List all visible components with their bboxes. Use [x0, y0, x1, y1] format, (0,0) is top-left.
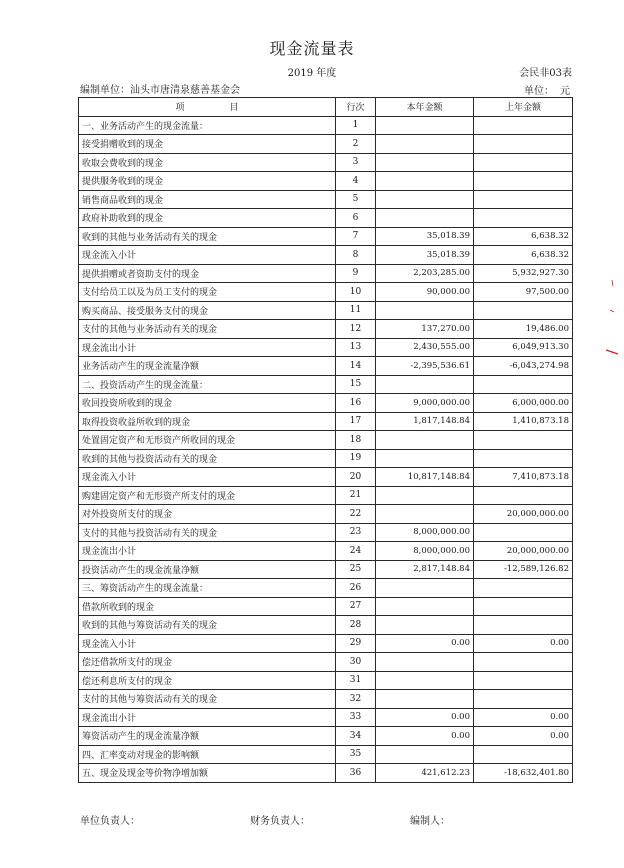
- row-line-number: 4: [336, 172, 376, 191]
- row-item-label: 投资活动产生的现金流量净额: [79, 560, 336, 579]
- row-prior-amount: [474, 653, 573, 672]
- row-line-number: 28: [336, 616, 376, 635]
- row-item-label: 现金流出小计: [79, 542, 336, 561]
- row-prior-amount: [474, 116, 573, 135]
- row-line-number: 8: [336, 246, 376, 265]
- row-prior-amount: [474, 671, 573, 690]
- row-item-label: 政府补助收到的现金: [79, 209, 336, 228]
- row-line-number: 34: [336, 727, 376, 746]
- table-row: [79, 246, 573, 265]
- table-row: [79, 708, 573, 727]
- table-row: [79, 301, 573, 320]
- row-line-number: 24: [336, 542, 376, 561]
- row-item-label: 收到的其他与业务活动有关的现金: [79, 227, 336, 246]
- margin-stamp-marks: [600, 270, 620, 370]
- row-current-amount: [376, 116, 474, 135]
- row-item-label: 购买商品、接受服务支付的现金: [79, 301, 336, 320]
- row-item-label: 现金流出小计: [79, 708, 336, 727]
- row-current-amount: 137,270.00: [376, 320, 474, 339]
- row-prior-amount: [474, 375, 573, 394]
- row-item-label: 现金流入小计: [79, 634, 336, 653]
- row-current-amount: 9,000,000.00: [376, 394, 474, 413]
- row-item-label: 支付的其他与筹资活动有关的现金: [79, 690, 336, 709]
- row-current-amount: [376, 671, 474, 690]
- row-item-label: 收到的其他与投资活动有关的现金: [79, 449, 336, 468]
- row-prior-amount: [474, 301, 573, 320]
- page-title: 现金流量表: [269, 39, 355, 58]
- row-current-amount: 2,203,285.00: [376, 264, 474, 283]
- row-prior-amount: [474, 135, 573, 154]
- table-row: [79, 338, 573, 357]
- row-line-number: 11: [336, 301, 376, 320]
- row-item-label: 提供捐赠或者资助支付的现金: [79, 264, 336, 283]
- row-current-amount: [376, 597, 474, 616]
- table-row: [79, 135, 573, 154]
- row-item-label: 三、筹资活动产生的现金流量：: [79, 579, 336, 598]
- table-row: [79, 283, 573, 302]
- row-line-number: 16: [336, 394, 376, 413]
- form-code: 会民非03表: [519, 68, 572, 79]
- row-prior-amount: 20,000,000.00: [474, 505, 573, 524]
- row-current-amount: 1,817,148.84: [376, 412, 474, 431]
- row-current-amount: 0.00: [376, 708, 474, 727]
- row-line-number: 13: [336, 338, 376, 357]
- row-line-number: 26: [336, 579, 376, 598]
- table-header-row: [79, 98, 573, 117]
- row-prior-amount: -12,589,126.82: [474, 560, 573, 579]
- row-line-number: 36: [336, 764, 376, 783]
- row-current-amount: [376, 486, 474, 505]
- row-current-amount: 35,018.39: [376, 246, 474, 265]
- table-row: [79, 172, 573, 191]
- row-line-number: 35: [336, 745, 376, 764]
- row-current-amount: 35,018.39: [376, 227, 474, 246]
- table-row: [79, 542, 573, 561]
- table-row: [79, 745, 573, 764]
- row-prior-amount: [474, 190, 573, 209]
- table-row: [79, 597, 573, 616]
- row-item-label: 业务活动产生的现金流量净额: [79, 357, 336, 376]
- row-line-number: 9: [336, 264, 376, 283]
- row-current-amount: [376, 135, 474, 154]
- row-current-amount: -2,395,536.61: [376, 357, 474, 376]
- table-body: [79, 116, 573, 782]
- row-line-number: 15: [336, 375, 376, 394]
- row-item-label: 现金流入小计: [79, 468, 336, 487]
- table-row: [79, 727, 573, 746]
- row-prior-amount: -6,043,274.98: [474, 357, 573, 376]
- row-line-number: 27: [336, 597, 376, 616]
- table-row: [79, 764, 573, 783]
- table-row: [79, 653, 573, 672]
- unit-head-label: 单位负责人：: [80, 816, 140, 827]
- currency-unit: [518, 82, 570, 97]
- row-current-amount: 10,817,148.84: [376, 468, 474, 487]
- row-prior-amount: [474, 172, 573, 191]
- row-prior-amount: [474, 579, 573, 598]
- table-row: [79, 690, 573, 709]
- row-current-amount: [376, 190, 474, 209]
- row-line-number: 23: [336, 523, 376, 542]
- row-item-label: 购建固定资产和无形资产所支付的现金: [79, 486, 336, 505]
- table-row: [79, 227, 573, 246]
- preparer-label: 编制人：: [410, 816, 450, 827]
- table-row: [79, 671, 573, 690]
- row-line-number: 3: [336, 153, 376, 172]
- row-current-amount: 421,612.23: [376, 764, 474, 783]
- row-item-label: 取得投资收益所收到的现金: [79, 412, 336, 431]
- row-line-number: 20: [336, 468, 376, 487]
- row-item-label: 销售商品收到的现金: [79, 190, 336, 209]
- row-item-label: 四、汇率变动对现金的影响额: [79, 745, 336, 764]
- table-row: [79, 431, 573, 450]
- row-item-label: 收取会费收到的现金: [79, 153, 336, 172]
- row-current-amount: [376, 653, 474, 672]
- table-row: [79, 116, 573, 135]
- row-prior-amount: [474, 597, 573, 616]
- row-item-label: 偿还利息所支付的现金: [79, 671, 336, 690]
- row-line-number: 17: [336, 412, 376, 431]
- column-header-prior-year: 上年金额: [474, 98, 573, 117]
- row-item-label: 接受捐赠收到的现金: [79, 135, 336, 154]
- table-row: [79, 505, 573, 524]
- row-prior-amount: 97,500.00: [474, 283, 573, 302]
- column-header-item: 项 目: [79, 98, 336, 117]
- row-current-amount: [376, 690, 474, 709]
- row-item-label: 偿还借款所支付的现金: [79, 653, 336, 672]
- row-item-label: 处置固定资产和无形资产所收回的现金: [79, 431, 336, 450]
- row-prior-amount: 19,486.00: [474, 320, 573, 339]
- row-current-amount: 90,000.00: [376, 283, 474, 302]
- report-year: 2019 年度: [287, 68, 337, 79]
- row-current-amount: [376, 153, 474, 172]
- table-row: [79, 523, 573, 542]
- row-item-label: 支付的其他与投资活动有关的现金: [79, 523, 336, 542]
- row-item-label: 收回投资所收到的现金: [79, 394, 336, 413]
- row-line-number: 21: [336, 486, 376, 505]
- row-item-label: 支付的其他与业务活动有关的现金: [79, 320, 336, 339]
- row-prior-amount: 7,410,873.18: [474, 468, 573, 487]
- row-current-amount: 0.00: [376, 634, 474, 653]
- table-row: [79, 486, 573, 505]
- row-prior-amount: [474, 153, 573, 172]
- row-line-number: 25: [336, 560, 376, 579]
- row-prior-amount: 0.00: [474, 708, 573, 727]
- row-line-number: 31: [336, 671, 376, 690]
- row-current-amount: [376, 375, 474, 394]
- table-row: [79, 412, 573, 431]
- row-item-label: 对外投资所支付的现金: [79, 505, 336, 524]
- table-row: [79, 394, 573, 413]
- row-prior-amount: 0.00: [474, 634, 573, 653]
- row-line-number: 12: [336, 320, 376, 339]
- row-current-amount: [376, 579, 474, 598]
- row-prior-amount: 5,932,927.30: [474, 264, 573, 283]
- row-current-amount: 2,430,555.00: [376, 338, 474, 357]
- unit-value: 元: [560, 86, 570, 97]
- row-line-number: 1: [336, 116, 376, 135]
- row-line-number: 33: [336, 708, 376, 727]
- row-line-number: 18: [336, 431, 376, 450]
- table-row: [79, 468, 573, 487]
- row-current-amount: [376, 172, 474, 191]
- row-prior-amount: [474, 486, 573, 505]
- table-row: [79, 579, 573, 598]
- row-current-amount: [376, 301, 474, 320]
- row-prior-amount: 6,000,000.00: [474, 394, 573, 413]
- table-row: [79, 560, 573, 579]
- row-line-number: 2: [336, 135, 376, 154]
- row-item-label: 收到的其他与筹资活动有关的现金: [79, 616, 336, 635]
- row-current-amount: 8,000,000.00: [376, 542, 474, 561]
- row-prior-amount: 6,638.32: [474, 227, 573, 246]
- row-current-amount: [376, 505, 474, 524]
- row-item-label: 筹资活动产生的现金流量净额: [79, 727, 336, 746]
- row-prior-amount: 1,410,873.18: [474, 412, 573, 431]
- row-item-label: 借款所收到的现金: [79, 597, 336, 616]
- row-line-number: 7: [336, 227, 376, 246]
- row-line-number: 19: [336, 449, 376, 468]
- row-line-number: 5: [336, 190, 376, 209]
- row-prior-amount: [474, 431, 573, 450]
- row-prior-amount: [474, 209, 573, 228]
- row-item-label: 现金流出小计: [79, 338, 336, 357]
- row-current-amount: 2,817,148.84: [376, 560, 474, 579]
- row-prior-amount: -18,632,401.80: [474, 764, 573, 783]
- row-line-number: 30: [336, 653, 376, 672]
- row-current-amount: [376, 745, 474, 764]
- table-row: [79, 320, 573, 339]
- table-row: [79, 634, 573, 653]
- row-current-amount: [376, 616, 474, 635]
- row-prior-amount: 6,638.32: [474, 246, 573, 265]
- cash-flow-table: [78, 97, 573, 783]
- unit-label: 单位：: [524, 86, 554, 97]
- table-row: [79, 357, 573, 376]
- row-prior-amount: [474, 616, 573, 635]
- row-line-number: 32: [336, 690, 376, 709]
- table-row: [79, 190, 573, 209]
- column-header-line-no: 行次: [336, 98, 376, 117]
- row-item-label: 现金流入小计: [79, 246, 336, 265]
- row-current-amount: 8,000,000.00: [376, 523, 474, 542]
- row-prior-amount: [474, 690, 573, 709]
- row-prior-amount: 20,000,000.00: [474, 542, 573, 561]
- row-current-amount: 0.00: [376, 727, 474, 746]
- table-row: [79, 264, 573, 283]
- row-line-number: 14: [336, 357, 376, 376]
- table-row: [79, 375, 573, 394]
- row-item-label: 二、投资活动产生的现金流量：: [79, 375, 336, 394]
- row-current-amount: [376, 431, 474, 450]
- row-prior-amount: 6,049,913.30: [474, 338, 573, 357]
- row-prior-amount: 0.00: [474, 727, 573, 746]
- row-item-label: 支付给员工以及为员工支付的现金: [79, 283, 336, 302]
- table-row: [79, 209, 573, 228]
- row-prior-amount: [474, 449, 573, 468]
- row-line-number: 6: [336, 209, 376, 228]
- row-line-number: 22: [336, 505, 376, 524]
- row-prior-amount: [474, 745, 573, 764]
- row-current-amount: [376, 449, 474, 468]
- row-item-label: 一、业务活动产生的现金流量：: [79, 116, 336, 135]
- table-row: [79, 616, 573, 635]
- row-prior-amount: [474, 523, 573, 542]
- row-line-number: 10: [336, 283, 376, 302]
- row-item-label: 提供服务收到的现金: [79, 172, 336, 191]
- finance-head-label: 财务负责人：: [250, 816, 310, 827]
- table-row: [79, 153, 573, 172]
- table-row: [79, 449, 573, 468]
- row-item-label: 五、现金及现金等价物净增加额: [79, 764, 336, 783]
- column-header-current-year: 本年金额: [376, 98, 474, 117]
- organization-name: 编制单位：汕头市唐清泉慈善基金会: [80, 85, 240, 96]
- row-current-amount: [376, 209, 474, 228]
- row-line-number: 29: [336, 634, 376, 653]
